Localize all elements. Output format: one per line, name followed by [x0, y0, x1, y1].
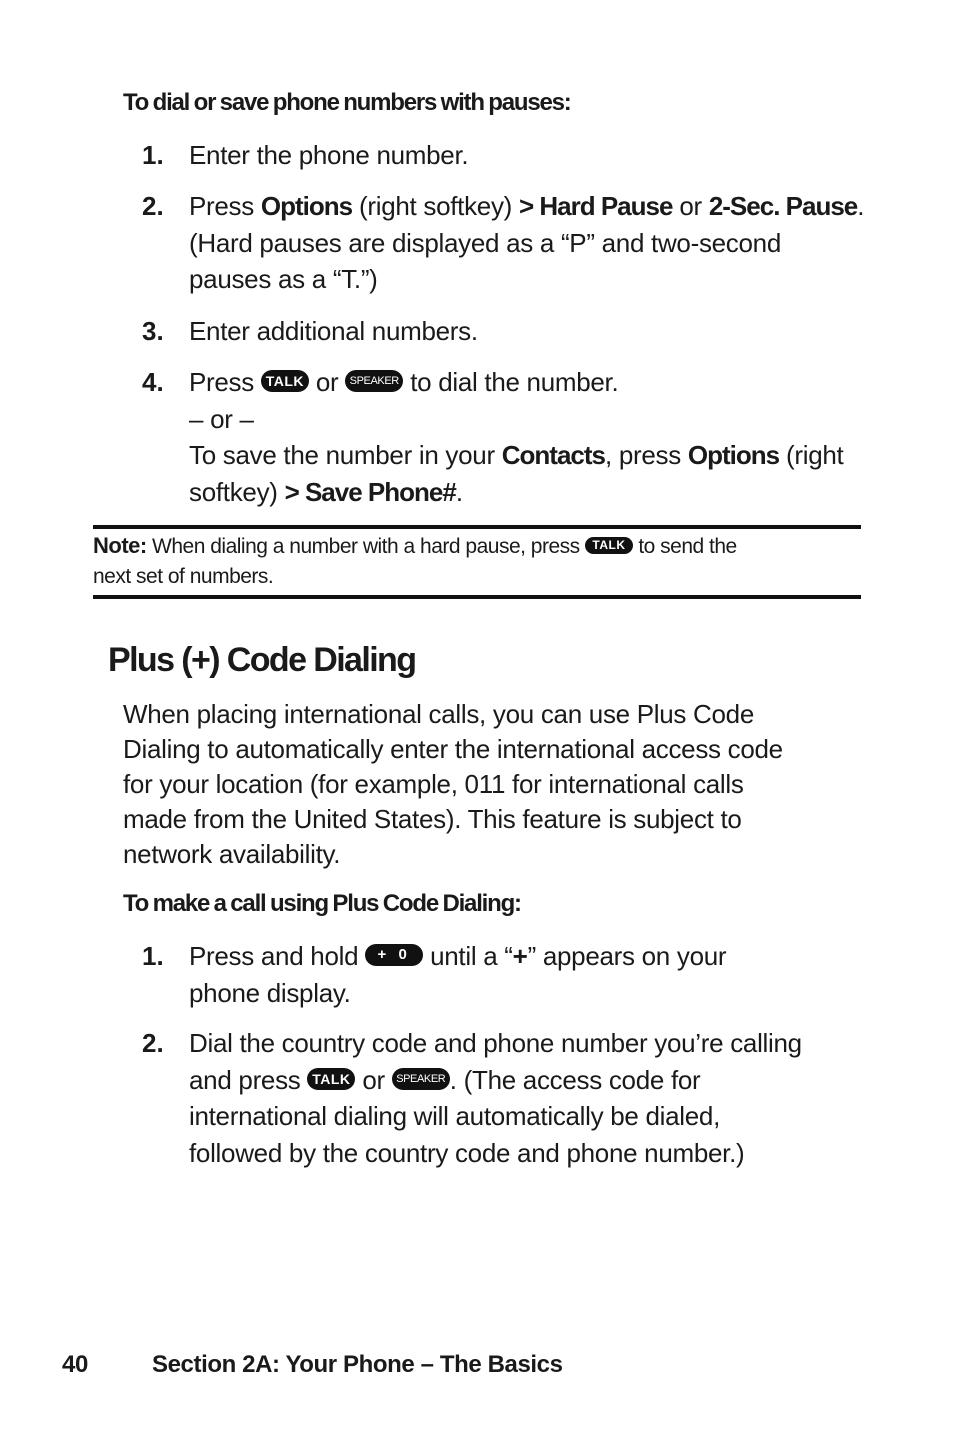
step-text: Enter the phone number. — [189, 140, 469, 170]
note: Note: When dialing a number with a hard pause, press TALK to send the next set of numbers. — [93, 533, 737, 588]
note-bottom-rule — [93, 595, 861, 599]
speaker-key-icon: SPEAKER — [392, 1068, 450, 1090]
intro-paragraph: When placing international calls, you can use Plus Code Dialing to automatically enter the international access code for your location (for example, 011 for international calls made from the United States). This feature is subject to network availability. — [123, 699, 783, 869]
talk-key-icon: TALK — [307, 1068, 355, 1090]
step-number: 1. — [142, 140, 164, 170]
step-number: 2. — [142, 1028, 164, 1058]
step-number: 4. — [142, 367, 164, 397]
speaker-key-icon: SPEAKER — [345, 370, 403, 392]
zero-plus-key-icon: + 0 — [365, 944, 423, 966]
talk-key-icon: TALK — [261, 370, 309, 392]
pause-procedure-heading: To dial or save phone numbers with pauses: — [123, 89, 571, 116]
step-text: Press TALK or SPEAKER to dial the number. – or – To save the number in your Contacts, press Options (right softkey) > Save Phone#. — [189, 367, 844, 507]
page-number: 40 — [62, 1351, 88, 1378]
step-number: 2. — [142, 191, 164, 221]
section-footer: Section 2A: Your Phone – The Basics — [152, 1351, 563, 1378]
note-label: Note: — [93, 533, 147, 558]
step-text: Press Options (right softkey) > Hard Pause or 2-Sec. Pause. (Hard pauses are displayed as a “P” and two-second pauses as a “T.”) — [189, 191, 865, 294]
section-title: Plus (+) Code Dialing — [108, 641, 416, 679]
plus-procedure-heading: To make a call using Plus Code Dialing: — [123, 890, 521, 917]
step-text: Press and hold + 0 until a “+” appears on your phone display. — [189, 941, 727, 1008]
step-number: 1. — [142, 941, 164, 971]
step-number: 3. — [142, 316, 164, 346]
step-text: Dial the country code and phone number you’re calling and press TALK or SPEAKER . (The access code for international dialing will automatically be dialed, followed by the country code and phone number.) — [189, 1028, 802, 1168]
step-text: Enter additional numbers. — [189, 316, 478, 346]
note-top-rule — [93, 525, 861, 529]
talk-key-icon: TALK — [585, 537, 633, 554]
